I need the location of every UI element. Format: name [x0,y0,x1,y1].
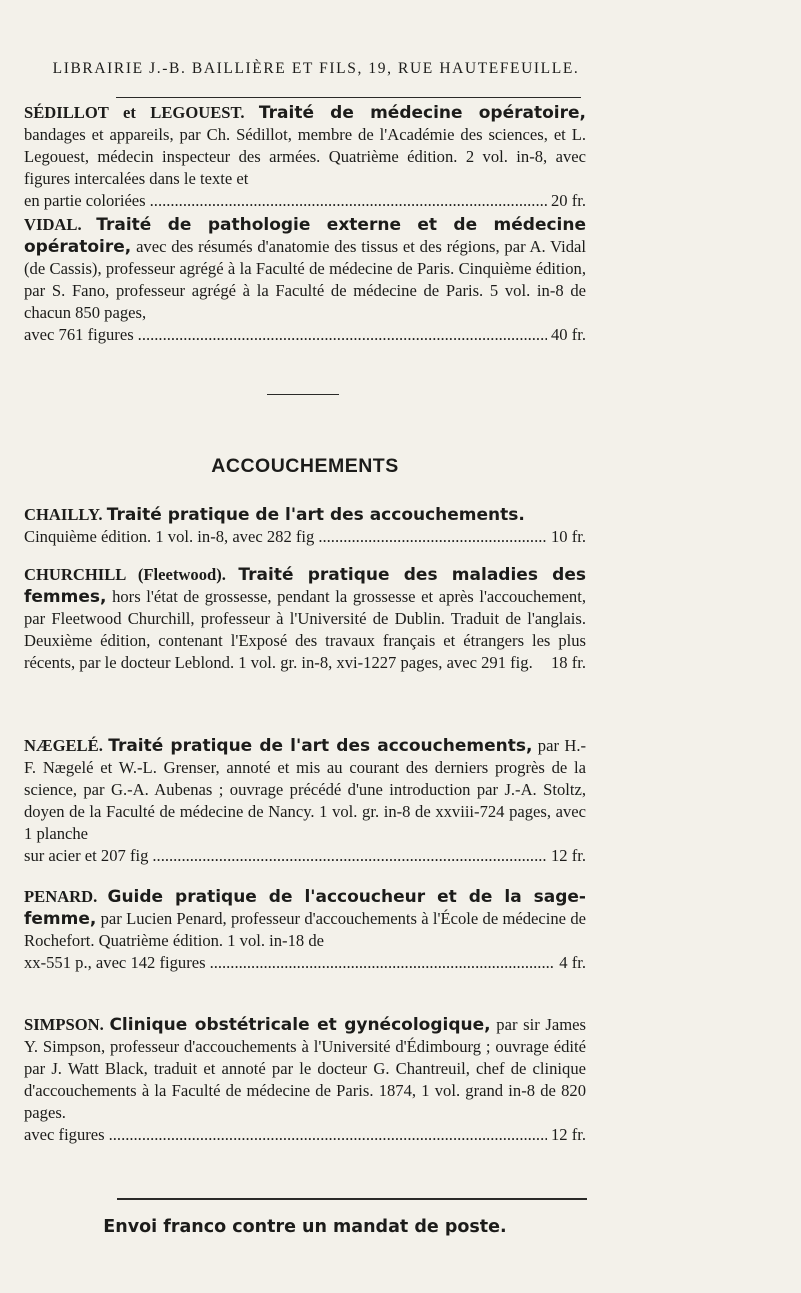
catalog-entry [24,504,586,548]
leader-dots [109,1124,547,1146]
leader-dots [138,324,547,346]
entry-price: 10 fr. [550,527,586,547]
entry-body-last: sur acier et 207 fig [24,846,149,866]
entry-title: Traité pratique de l'art des accouchements. [106,505,525,525]
entry-price: 4 fr. [559,953,586,973]
entry-price: 18 fr. [550,653,586,673]
catalog-entry [24,1014,586,1147]
entry-author: NÆGELÉ. [24,736,103,755]
entry-title: Traité de médecine opératoire, [258,103,586,123]
entry-title: Guide pratique de l'accoucheur et de la sage-femme, [24,887,586,930]
section-separator [267,394,339,395]
catalog-entry [24,214,586,347]
entry-author: VIDAL. [24,215,82,234]
leader-dots [150,190,547,212]
footer-rule [117,1198,587,1200]
entry-body-last: Cinquième édition. 1 vol. in-8, avec 282 fig [24,527,315,547]
entry-body-last: avec 761 figures [24,325,134,345]
entry-author: CHURCHILL (Fleetwood). [24,565,226,584]
leader-dots [152,845,547,867]
entry-price: 20 fr. [550,191,586,211]
entry-body: bandages et appareils, par Ch. Sédillot, membre de l'Académie des sciences, et L. Legouest, médecin inspecteur des armées. Quatrième édition. 2 vol. in-8, avec figures intercalées dans le texte et [24,125,586,189]
entry-price: 40 fr. [550,325,586,345]
entry-price: 12 fr. [550,1125,586,1145]
entry-price: 12 fr. [550,846,586,866]
leader-dots [318,526,547,548]
section-title: ACCOUCHEMENTS [211,455,399,477]
entry-body-last: en partie coloriées [24,191,146,211]
entry-author: SIMPSON. [24,1015,104,1034]
entry-author: SÉDILLOT et LEGOUEST. [24,103,245,122]
catalog-entry [24,886,586,974]
entry-body: par sir James Y. Simpson, professeur d'accouchements à l'Université d'Édimbourg ; ouvrage édité par J. Watt Black, traduit et annoté par le docteur G. Chantreuil, chef de clinique d'accouchements à la Faculté de médecine de Paris. 1874, 1 vol. grand in-8 de 820 pages. [24,1015,586,1123]
entry-body: par Lucien Penard, professeur d'accouchements à l'École de médecine de Rochefort. Quatrième édition. 1 vol. in-18 de [24,909,586,951]
catalog-entry [24,735,586,868]
entry-body: hors l'état de grossesse, pendant la grossesse et après l'accouchement, par Fleetwood Churchill, professeur à l'Université de Dublin. Traduit de l'anglais. Deuxième édition, contenant l'Exposé des travaux français et étrangers les plus récents, par le docteur Leblond. 1 vol. gr. in-8, xvi-1227 pages, avec 291 fig. [24,587,586,673]
leader-dots [210,952,556,974]
header-rule [116,97,581,98]
catalog-entry [24,102,586,212]
entry-author: PENARD. [24,887,98,906]
entry-title: Clinique obstétricale et gynécologique, [109,1015,491,1035]
entry-title: Traité pratique de l'art des accouchements, [108,736,533,756]
entry-body: par H.-F. Nægelé et W.-L. Grenser, annoté et mis au courant des derniers progrès de la science, par G.-A. Aubenas ; ouvrage précédé d'une introduction par J.-A. Stoltz, doyen de la Faculté de médecine de Nancy. 1 vol. gr. in-8 de xxviii-724 pages, avec 1 planche [24,736,587,844]
page-header: LIBRAIRIE J.-B. BAILLIÈRE ET FILS, 19, RUE HAUTEFEUILLE. [52,60,580,77]
catalog-entry [24,564,586,674]
entry-title: Traité de pathologie externe et de médecine opératoire, [24,215,587,258]
page-footer: Envoi franco contre un mandat de poste. [103,1217,507,1237]
entry-body: avec des résumés d'anatomie des tissus et des régions, par A. Vidal (de Cassis), professeur agrégé à la Faculté de médecine de Paris. Cinquième édition, par S. Fano, professeur agrégé à la Faculté de médecine de Paris. 5 vol. in-8 de chacun 850 pages, [24,237,586,323]
entry-author: CHAILLY. [24,505,103,524]
entry-title: Traité pratique des maladies des femmes, [24,565,586,608]
entry-body-last: avec figures [24,1125,105,1145]
entry-body-last: xx-551 p., avec 142 figures [24,953,206,973]
